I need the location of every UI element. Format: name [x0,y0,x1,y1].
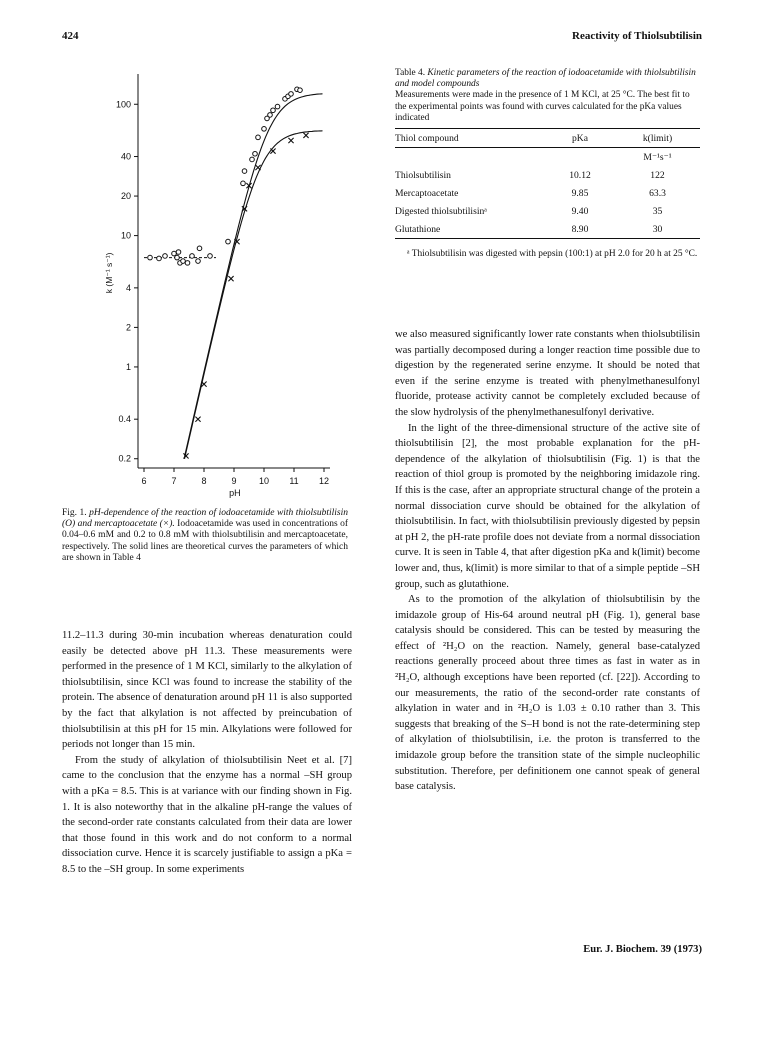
caption-label: Fig. 1. [62,508,87,518]
data-point-thiolsubtilisin [262,127,267,132]
data-point-thiolsubtilisin [253,151,258,156]
y-tick-label: 0.2 [118,453,131,464]
journal-citation: Eur. J. Biochem. 39 (1973) [583,944,702,955]
y-tick-label: 40 [120,151,131,162]
unit-row [395,148,700,166]
x-tick-label: 10 [258,476,270,486]
table-cell: Glutathione [395,223,441,235]
table-row [395,184,700,202]
figure-1-chart [100,64,345,508]
table-cell: Digested thiolsubtilisinᵃ [395,205,487,217]
data-point-thiolsubtilisin [176,250,181,255]
table-subtitle: Measurements were made in the presence of 1 M KCl, at 25 °C. The best fit to the experimental points was found with curves calculated for the pKa values indicated [395,90,690,123]
x-tick-label: 7 [171,476,177,486]
theoretical-curve [185,94,323,457]
page-number: 424 [62,30,79,42]
table-cell: 9.85 [571,187,589,199]
y-tick-label: 1 [125,361,131,372]
unit-label: M⁻¹s⁻¹ [643,151,672,163]
paragraph: From the study of alkylation of thiolsubtilisin Neet et al. [7] came to the conclusion that the enzyme has a normal –SH group with a pKa = 8.5. This is at variance with our finding shown in Fig. 1. It is also noteworthy that in the alkaline pH-range the values of the second-order rate constants calculated from their data are lower that those found in this work and do not conform to a normal dissociation curve. Hence it is scarcely justifiable to assign a pKa = 8.5 to the –SH group. In some experiments [62,754,352,875]
table-cell: 35 [652,205,663,217]
data-point-thiolsubtilisin [163,254,168,259]
x-tick-label: 11 [289,476,299,486]
data-point-thiolsubtilisin [172,251,177,256]
caption-title: pH-dependence of the reaction of iodoacetamide with thiolsubtilisin (O) and mercaptoacetate (×). [62,508,349,530]
table-4 [395,68,700,260]
col-header: k(limit) [642,132,673,144]
table-row [395,220,700,238]
col-header: pKa [572,132,588,144]
paragraph: 11.2–11.3 during 30-min incubation whereas denaturation could easily be detected above pH 11.3. These measurements were performed in the presence of 1 M KCl, similarly to the alkylation of thiolsubtilisin, since KCl was found to increase the stability of the protein. The absence of denaturation around pH 11 is also supported by the fact that alkylation is not affected by preincubation of thiolsubtilisin at this pH for 15 min. Alkylations were followed for periods not longer than 15 min. [62,630,352,751]
data-point-thiolsubtilisin [190,254,195,259]
data-point-thiolsubtilisin [242,169,247,174]
table-cell: Thiolsubtilisin [395,169,451,181]
data-point-thiolsubtilisin [148,255,153,260]
data-point-mercaptoacetate [195,417,200,422]
data-point-mercaptoacetate [270,148,275,153]
table-cell: 30 [652,223,663,235]
data-point-thiolsubtilisin [250,157,255,162]
col-header: Thiol compound [395,132,459,144]
x-tick-label: 6 [141,476,147,486]
data-point-thiolsubtilisin [185,261,190,266]
left-column-text [62,628,352,878]
y-tick-label: 4 [125,282,131,293]
data-point-thiolsubtilisin [181,259,186,264]
y-tick-label: 10 [120,230,131,241]
y-tick-label: 20 [120,191,131,202]
data-point-thiolsubtilisin [157,256,162,261]
table-label: Table 4. [395,68,426,78]
data-point-thiolsubtilisin [271,108,276,113]
x-tick-label: 12 [318,476,330,486]
running-title: Reactivity of Thiolsubtilisin [572,30,702,42]
data-point-thiolsubtilisin [298,88,303,93]
x-axis-label: pH [229,488,241,498]
paragraph: In the light of the three-dimensional structure of the active site of thiolsubtilisin [2], the most probable explanation for the pH-dependence of the alkylation of thiolsubtilisin (Fig. 1) is that the reaction of thiol group is promoted by the neighboring imidazole ring. If this is the case, after an appropriate structural change of the protein a normal dissociation curve should be obtained for the alkylation of thiolsubtilisin. In fact, with thiolsubtilisin previously digested by pepsin at pH 2, the pH-rate profile does not deviate from a normal dissociation curve. It is seen in Table 4, that after digestion pKa and k(limit) become lower and, thus, k(limit) is more similar to that of a simple peptide –SH group, such as glutathione. [395,422,700,590]
data-point-thiolsubtilisin [275,104,280,109]
table-cell: 9.40 [571,205,589,217]
table-body [395,129,700,239]
data-point-mercaptoacetate [303,133,308,138]
caption-body: Iodoacetamide was used in concentrations of 0.04–0.6 mM and 0.2 to 0.8 mM with thiolsubtilisin and mercaptoacetate, respectively. The solid lines are theoretical curves the parameters of which are shown in Table 4 [62,519,348,563]
data-point-thiolsubtilisin [268,113,273,118]
data-point-thiolsubtilisin [175,255,180,260]
data-point-thiolsubtilisin [241,181,246,186]
table-footnote: ᵃ Thiolsubtilisin was digested with pepsin (100:1) at pH 2.0 for 20 h at 25 °C. [407,249,698,260]
table-header-row [395,129,700,147]
table-title: Kinetic parameters of the reaction of iodoacetamide with thiolsubtilisin and model compounds [395,68,696,90]
table-cell: 122 [650,169,665,181]
x-tick-label: 9 [231,476,237,486]
data-point-mercaptoacetate [255,165,260,170]
data-point-thiolsubtilisin [196,259,201,264]
table-cell: Mercaptoacetate [395,187,459,199]
table-cell: 63.3 [649,187,666,199]
data-point-thiolsubtilisin [197,246,202,251]
paragraph: we also measured significantly lower rate constants when thiolsubtilisin was partially decomposed during a longer reaction time possible due to digestion by the regenerated serine enzyme. It should be noted that even if the serine enzyme is treated with phenylmethanesulfonyl fluoride, protease activity cannot be completely excluded because of the slow hydrolysis of the phenylmethanesulfonyl derivative. [395,329,700,418]
paragraph: As to the promotion of the alkylation of thiolsubtilisin by the imidazole group of His-64 around neutral pH (Fig. 1), general base catalysis should be considered. This can be tested by measuring the effect of ²H₂O on the reaction. Namely, general base-catalyzed reactions generally proceed about three times as fast in water as in ²H₂O, although exceptions have been reported (cf. [22]). According to our measurements, the ratio of the second-order rate constants of alkylation in water and in ²H₂O is 1.03 ± 0.10 rather than 3. This suggests that breaking of the S–H bond is not the rate-determining step of alkylation of thiolsubtilisin, i.e. the proton is transferred to the imidazole group before the transition state of the simple nucleophilic substitution. Therefore, per definitionem one cannot speak of general base catalysis. [395,594,700,793]
x-tick-label: 8 [201,476,207,486]
data-point-thiolsubtilisin [208,254,213,259]
data-point-mercaptoacetate [228,276,233,281]
theoretical-curve [185,131,323,459]
data-point-mercaptoacetate [288,138,293,143]
right-column-text [395,327,700,795]
table-row [395,166,700,184]
data-point-thiolsubtilisin [226,239,231,244]
y-tick-label: 0.4 [118,414,131,425]
y-tick-label: 100 [115,99,131,110]
table-row [395,202,700,220]
y-tick-label: 2 [125,322,131,333]
y-axis-label: k (M⁻¹ s⁻¹) [104,252,114,294]
data-point-thiolsubtilisin [256,135,261,140]
data-point-thiolsubtilisin [289,92,294,97]
table-cell: 10.12 [569,169,591,181]
table-cell: 8.90 [571,223,589,235]
figure-1-caption [62,508,348,564]
